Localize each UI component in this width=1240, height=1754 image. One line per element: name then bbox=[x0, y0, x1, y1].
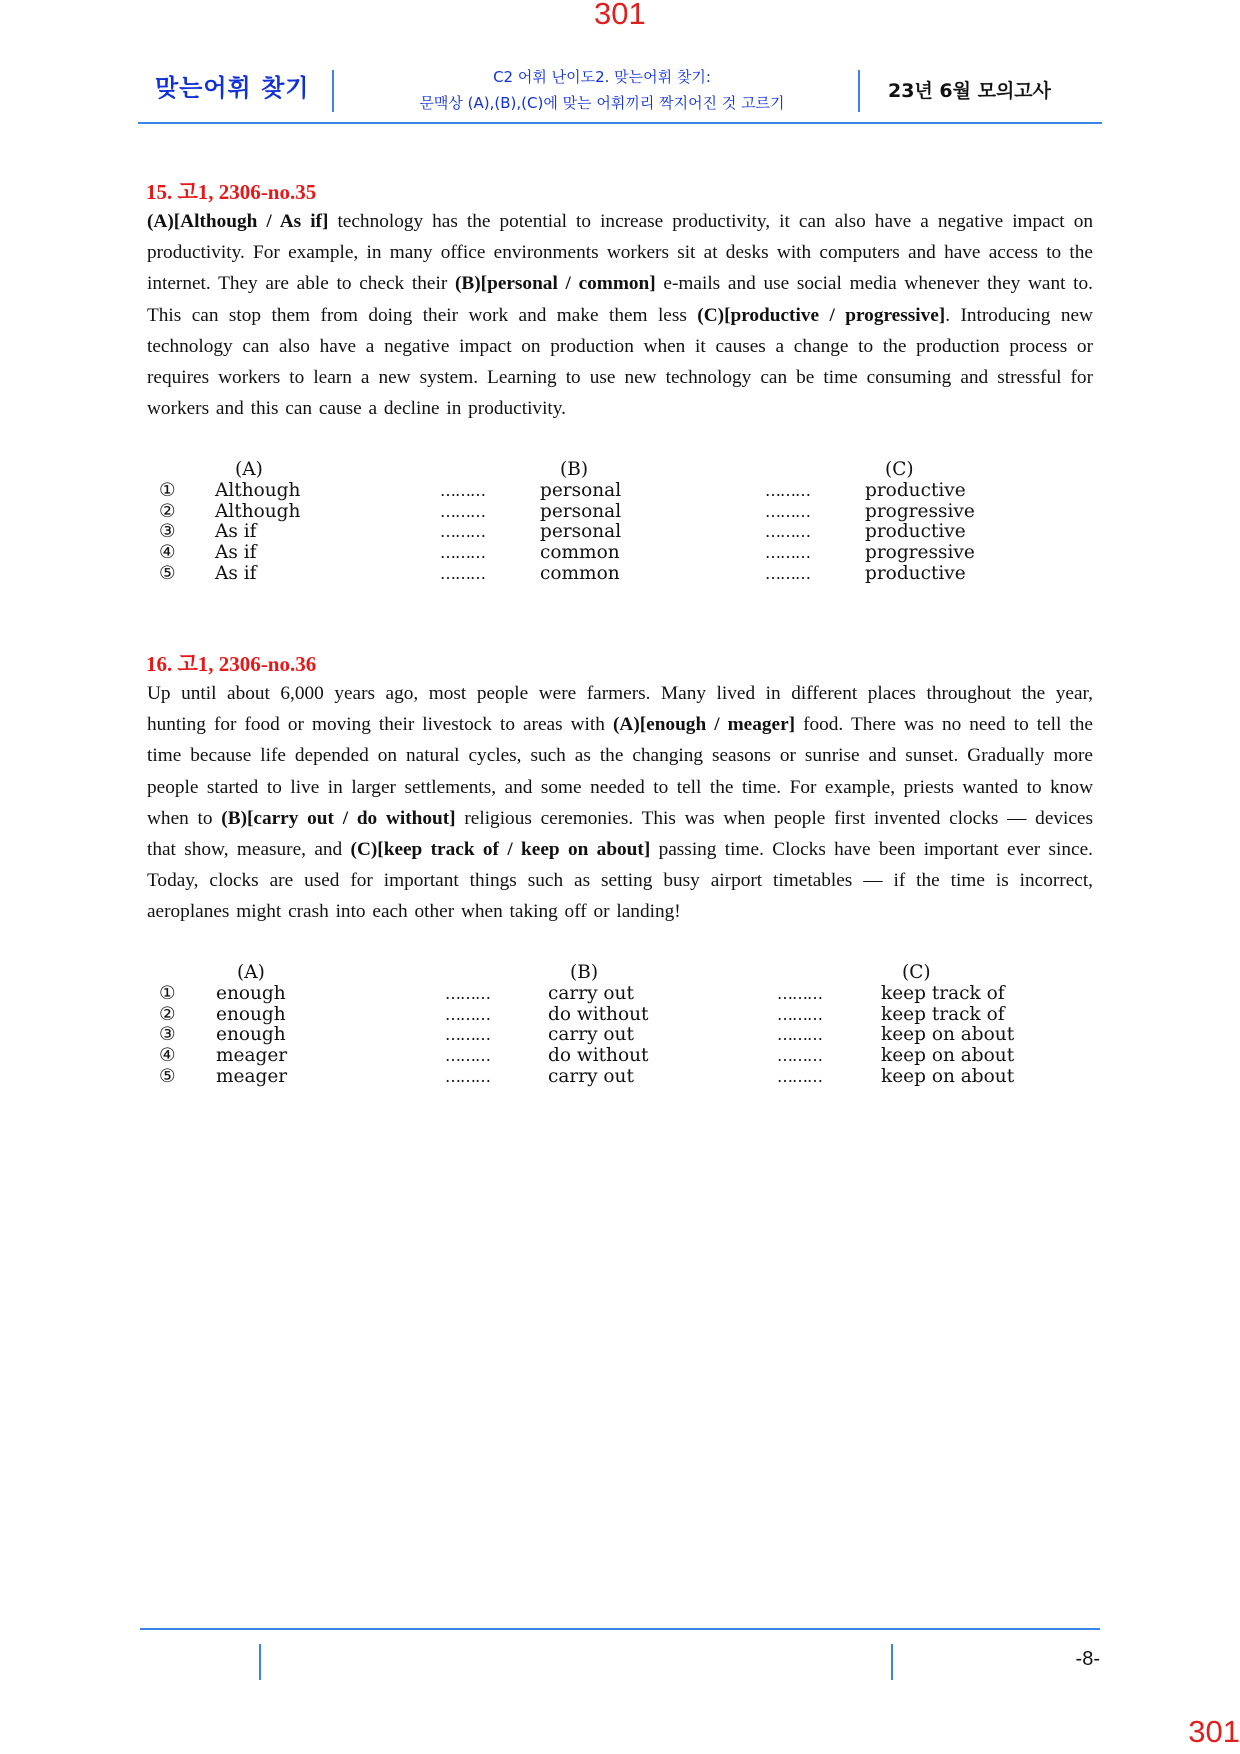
header-title: 맞는어휘 찾기 bbox=[155, 74, 310, 102]
choice-a: enough bbox=[216, 1024, 286, 1046]
choice-c: keep on about bbox=[881, 1065, 1015, 1087]
choice-c: productive bbox=[865, 562, 966, 584]
blank-options: (A)[Although / As if] bbox=[147, 211, 329, 232]
choice-b: do without bbox=[548, 1045, 649, 1067]
choice-number: ① bbox=[159, 479, 176, 501]
leader-dots: ……… bbox=[445, 1004, 490, 1024]
header-divider-right bbox=[858, 70, 860, 112]
column-header: (A) bbox=[237, 962, 265, 983]
blank-options: (C)[productive / progressive] bbox=[697, 304, 946, 326]
choice-a: enough bbox=[216, 982, 286, 1004]
column-header: (C) bbox=[902, 962, 931, 983]
leader-dots: ……… bbox=[777, 1025, 822, 1045]
question-16-heading: 16. 고1, 2306-no.36 bbox=[146, 652, 317, 676]
choice-c: keep on about bbox=[881, 1024, 1015, 1046]
page-number-top: 301 bbox=[594, 0, 646, 31]
leader-dots: ……… bbox=[440, 543, 485, 563]
passage-text: passing time. Clocks have been important ever since. Today, clocks are used for important things such as setting busy airport timetables ― if the time is incorrect, aeroplanes might crash into each other when taking off or landing! bbox=[147, 839, 1093, 923]
question-15-passage bbox=[147, 206, 1093, 424]
question-15-heading: 15. 고1, 2306-no.35 bbox=[146, 180, 317, 204]
question-16-passage bbox=[147, 678, 1093, 928]
choice-b: carry out bbox=[548, 982, 634, 1004]
choice-b: carry out bbox=[548, 1024, 634, 1046]
choice-c: keep on about bbox=[881, 1045, 1015, 1067]
choice-number: ④ bbox=[159, 1045, 176, 1067]
choice-number: ② bbox=[159, 1003, 176, 1025]
choice-number: ① bbox=[159, 982, 176, 1004]
choice-a: As if bbox=[215, 562, 257, 584]
choice-number: ④ bbox=[159, 542, 176, 564]
leader-dots: ……… bbox=[445, 1046, 490, 1066]
leader-dots: ……… bbox=[765, 480, 810, 500]
footer-page-number: -8- bbox=[1075, 1648, 1100, 1670]
choice-a: Although bbox=[215, 479, 301, 501]
header-divider-left bbox=[332, 70, 334, 112]
leader-dots: ……… bbox=[777, 983, 822, 1003]
column-header: (A) bbox=[235, 459, 263, 480]
leader-dots: ……… bbox=[777, 1066, 822, 1086]
column-header: (B) bbox=[560, 459, 589, 480]
leader-dots: ……… bbox=[445, 1066, 490, 1086]
passage-text: religious ceremonies. This was when people first invented clocks ― devices that show, measure, and bbox=[147, 807, 1093, 861]
leader-dots: ……… bbox=[440, 563, 485, 583]
choice-number: ② bbox=[159, 500, 176, 522]
choice-number: ③ bbox=[159, 1024, 176, 1046]
choice-c: keep track of bbox=[881, 1003, 1005, 1025]
choice-b: personal bbox=[540, 479, 622, 501]
leader-dots: ……… bbox=[777, 1046, 822, 1066]
blank-options: (A)[enough / meager] bbox=[612, 714, 796, 736]
leader-dots: ……… bbox=[445, 983, 490, 1003]
passage-text: Up until about 6,000 years ago, most people were farmers. Many lived in different places throughout the year, hunting for food or moving their livestock to areas with bbox=[147, 683, 1093, 736]
choice-a: Although bbox=[215, 500, 301, 522]
header-rule bbox=[138, 122, 1102, 124]
choice-b: personal bbox=[540, 500, 622, 522]
leader-dots: ……… bbox=[445, 1025, 490, 1045]
leader-dots: ……… bbox=[765, 501, 810, 521]
choice-c: keep track of bbox=[881, 982, 1005, 1004]
passage-text: technology has the potential to increase productivity, it can also have a negative impact on productivity. For example, in many office environments workers sit at desks with computers and have access to the internet. They are able to check their bbox=[147, 211, 1093, 295]
choice-a: As if bbox=[215, 542, 257, 564]
leader-dots: ……… bbox=[765, 543, 810, 563]
choice-a: As if bbox=[215, 521, 257, 543]
choice-b: common bbox=[540, 542, 620, 564]
choice-b: personal bbox=[540, 521, 622, 543]
leader-dots: ……… bbox=[777, 1004, 822, 1024]
choice-b: carry out bbox=[548, 1065, 634, 1087]
passage-text: . Introducing new technology can also have a negative impact on production when it causes a change to the production process or requires workers to learn a new system. Learning to use new technology can be time consuming and stressful for workers and this can cause a decline in productivity. bbox=[147, 304, 1093, 420]
choice-c: productive bbox=[865, 521, 966, 543]
choice-a: meager bbox=[216, 1045, 288, 1067]
footer-rule bbox=[140, 1628, 1100, 1630]
choice-number: ⑤ bbox=[159, 1065, 176, 1087]
header-description bbox=[340, 64, 864, 116]
choice-c: progressive bbox=[865, 500, 975, 522]
column-header: (C) bbox=[885, 459, 914, 480]
leader-dots: ……… bbox=[765, 563, 810, 583]
blank-options: (B)[carry out / do without] bbox=[221, 807, 456, 829]
passage-text: food. There was no need to tell the time because life depended on natural cycles, such as the changing seasons or sunrise and sunset. Gradually more people started to live in larger settlements, and some needed to tell the time. For example, priests wanted to know when to bbox=[147, 714, 1093, 829]
choice-b: common bbox=[540, 562, 620, 584]
leader-dots: ……… bbox=[765, 522, 810, 542]
footer-divider-right bbox=[891, 1644, 893, 1680]
blank-options: (B)[personal / common] bbox=[454, 273, 656, 295]
header-desc-line1: C2 어휘 난이도2. 맞는어휘 찾기: bbox=[493, 68, 711, 86]
choice-number: ③ bbox=[159, 521, 176, 543]
footer-divider-left bbox=[259, 1644, 261, 1680]
blank-options: (C)[keep track of / keep on about] bbox=[350, 839, 651, 861]
header-exam-label: 23년 6월 모의고사 bbox=[888, 80, 1052, 102]
choice-a: meager bbox=[216, 1065, 288, 1087]
choice-a: enough bbox=[216, 1003, 286, 1025]
choice-b: do without bbox=[548, 1003, 649, 1025]
choice-c: progressive bbox=[865, 542, 975, 564]
choice-number: ⑤ bbox=[159, 562, 176, 584]
page-number-bottom: 301 bbox=[1188, 1714, 1240, 1749]
column-header: (B) bbox=[570, 962, 599, 983]
header-desc-line2: 문맥상 (A),(B),(C)에 맞는 어휘끼리 짝지어진 것 고르기 bbox=[419, 94, 785, 112]
leader-dots: ……… bbox=[440, 522, 485, 542]
leader-dots: ……… bbox=[440, 501, 485, 521]
choice-c: productive bbox=[865, 479, 966, 501]
passage-text: e-mails and use social media whenever they want to. This can stop them from doing their work and make them less bbox=[147, 273, 1094, 326]
leader-dots: ……… bbox=[440, 480, 485, 500]
